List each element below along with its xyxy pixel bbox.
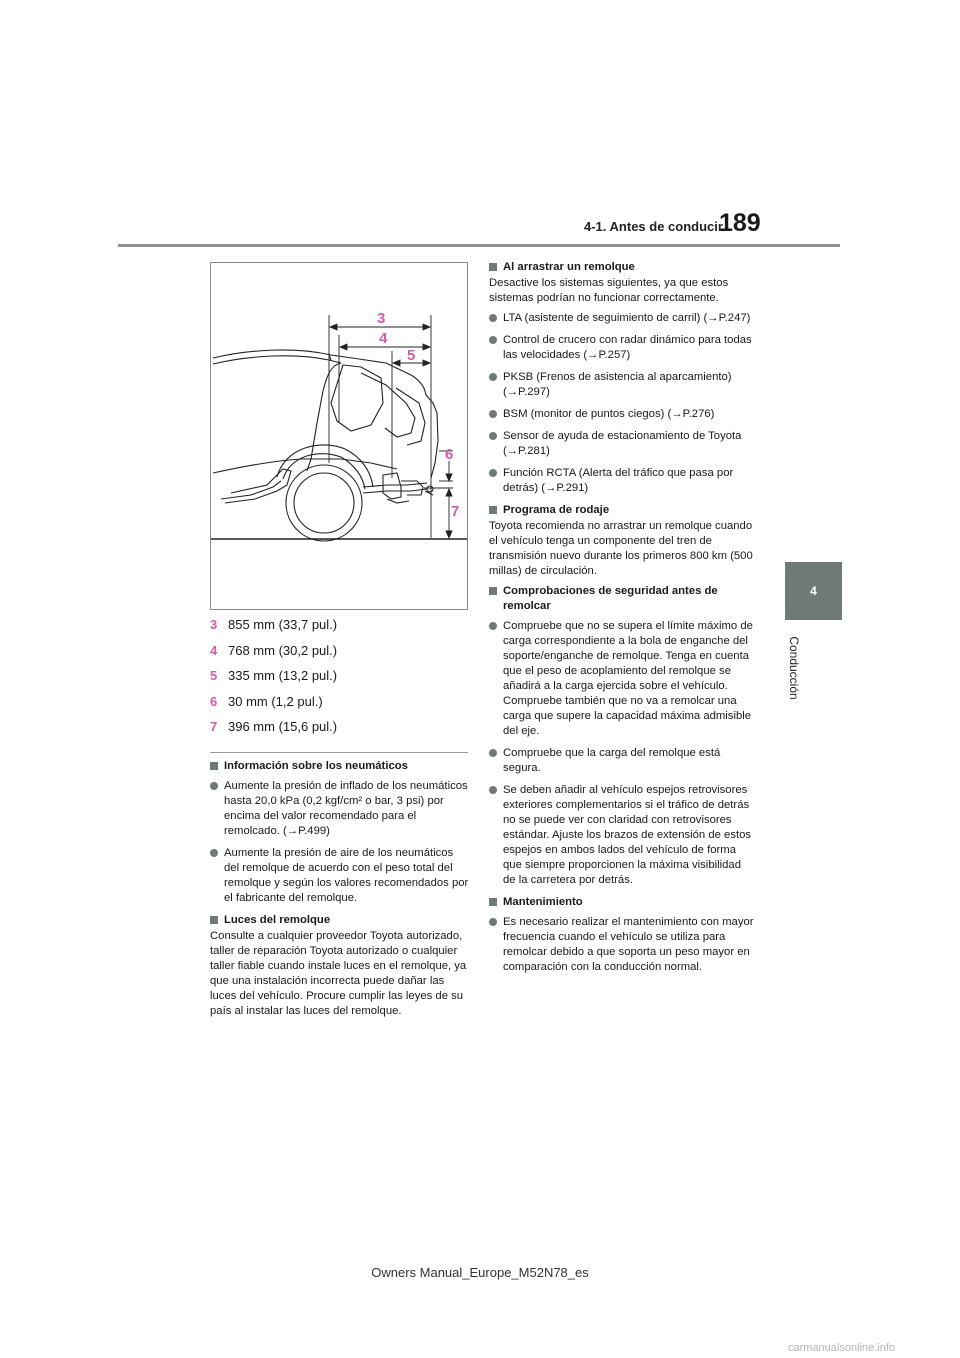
callout-5: 5 [407,347,416,364]
tires-bullet: Aumente la presión de inflado de los neumáticos hasta 20,0 kPa (0,2 kgf/cm² o bar, 3 psi) por encima del valor recomendado para el remolcado. (→P.499) [210,779,470,839]
maintenance-heading: Mantenimiento [489,895,754,910]
lights-heading: Luces del remolque [210,913,470,928]
chapter-label [784,632,804,704]
dimension-number: 5 [210,668,218,683]
lights-text: Consulte a cualquier proveedor Toyota autorizado, taller de reparación Toyota autorizado o cualquier taller fiable cuando instale luces en el remolque, ya que una instalación incorrecta puede dañar las luces del vehículo. Procure cumplir las leyes de su país al instalar las luces del remolque. [210,930,467,1017]
callout-7: 7 [451,503,460,520]
dimension-value: 335 mm (13,2 pul.) [228,668,338,683]
towing-bullet: Control de crucero con radar dinámico para todas las velocidades (→P.257) [489,333,754,363]
dimension-row [210,668,470,694]
chapter-number: 4 [810,584,817,598]
breakin-heading: Programa de rodaje [489,503,754,518]
safety-bullet: Compruebe que la carga del remolque está segura. [489,746,754,776]
dimension-value: 396 mm (15,6 pul.) [228,719,338,734]
right-column [489,256,754,982]
dimension-value: 30 mm (1,2 pul.) [228,693,323,709]
chapter-label-text: Conducción [787,636,801,700]
dimension-row [210,617,470,643]
tires-bullet: Aumente la presión de aire de los neumáticos del remolque de acuerdo con el peso total del remolque y según los valores recomendados por el fabricante del remolque. [210,846,470,906]
towing-bullet: PKSB (Frenos de asistencia al aparcamiento) (→P.297) [489,370,754,400]
dimension-number: 6 [210,693,218,709]
towing-text: Desactive los sistemas siguientes, ya que estos sistemas podrían no funcionar correctamente. [489,277,729,304]
section-title: 4-1. Antes de conducir [584,219,723,234]
safety-bullet: Se deben añadir al vehículo espejos retrovisores exteriores complementarios si el tráfico de detrás no se puede ver con claridad con retrovisores estándar. Ajuste los brazos de extensión de estos espejos en ambos lados del vehículo de forma que siempre proporcionen la máxima visibilidad de la carretera por detrás. [489,783,754,888]
towing-heading: Al arrastrar un remolque [489,260,754,275]
tow-hitch-dimension-figure [210,262,468,610]
site-watermark: carmanualsonline.info [788,1342,896,1354]
callout-4: 4 [379,330,388,347]
towing-bullet: Sensor de ayuda de estacionamiento de Toyota (→P.281) [489,429,754,459]
dimension-number: 3 [210,617,218,632]
towing-bullet: Función RCTA (Alerta del tráfico que pasa por detrás) (→P.291) [489,466,754,496]
dimension-number: 4 [210,642,218,658]
towing-bullet: BSM (monitor de puntos ciegos) (→P.276) [489,407,754,422]
dimension-row [210,643,470,669]
dimension-row [210,719,470,745]
callout-3: 3 [377,310,386,327]
callout-6: 6 [445,446,454,463]
section-divider [210,752,468,753]
left-column [210,752,470,1024]
breakin-text: Toyota recomienda no arrastrar un remolque cuando el vehículo tenga un componente del tren de transmisión nuevo durante los primeros 800 km (500 millas) de circulación. [489,520,753,577]
dimension-legend [210,617,470,745]
maintenance-bullet: Es necesario realizar el mantenimiento con mayor frecuencia cuando el vehículo se utiliza para remolcar debido a que soporta un peso mayor en comparación con la conducción normal. [489,915,754,975]
page-number: 189 [719,209,761,237]
chapter-tab[interactable] [785,562,842,620]
dimension-row [210,694,470,720]
vehicle-rear-illustration [211,263,467,609]
towing-bullet: LTA (asistente de seguimiento de carril) (→P.247) [489,311,754,326]
safety-heading: Comprobaciones de seguridad antes de remolcar [489,584,754,614]
dimension-value: 768 mm (30,2 pul.) [228,642,338,658]
tires-heading: Información sobre los neumáticos [210,759,470,774]
header-divider [118,244,840,247]
dimension-number: 7 [210,719,218,734]
dimension-value: 855 mm (33,7 pul.) [228,617,338,632]
document-footer: Owners Manual_Europe_M52N78_es [371,1265,589,1280]
safety-bullet: Compruebe que no se supera el límite máximo de carga correspondiente a la bola de enganche del soporte/enganche de remolque. Tenga en cuenta que el peso de acoplamiento del remolque se añadirá a la carga ejercida sobre el vehículo. Compruebe también que no va a remolcar una carga que supere la capacidad máxima admisible del eje. [489,619,754,739]
